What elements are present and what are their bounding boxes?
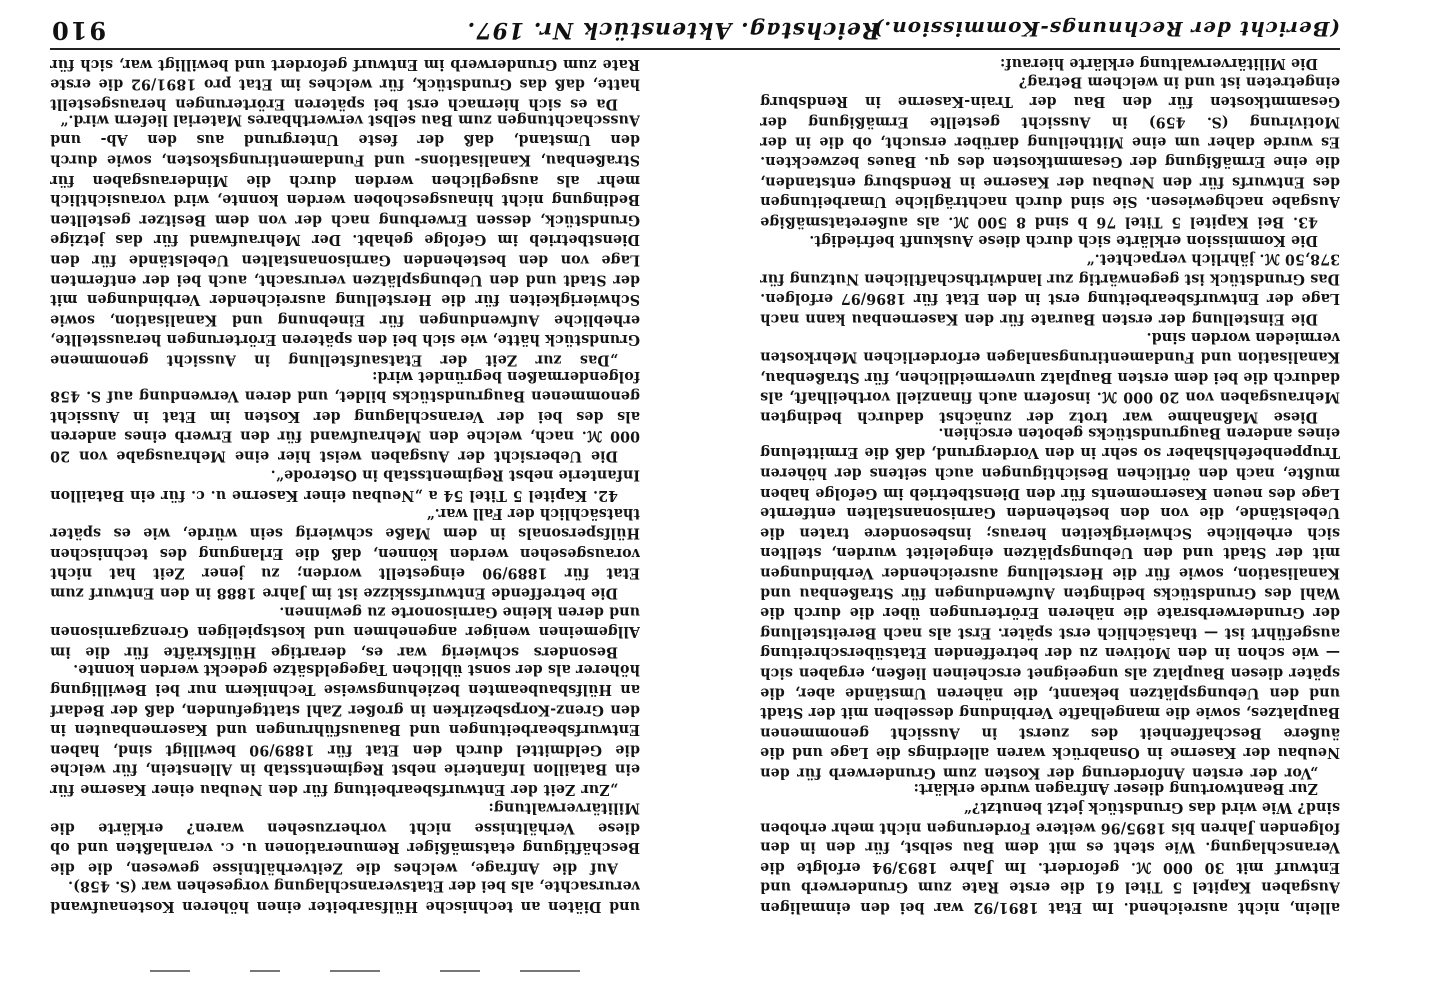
paragraph: „Vor der ersten Anforderung der Kosten zum Grunderwerb für den Neubau der Kaserne in Osnabrück waren allerdings die Lage und die äußere Beschaffenheit des zuerst in Aussicht genommenen Bauplatzes, sowie die mangelhafte Verbindung desselben mit der Stadt und den Uebungsplätzen bekannt, die näheren Umstände aber, die später diesen Bauplatz als ungeeignet erscheinen ließen, ergaben sich — wie schon in den Motiven zu der betreffenden Etatsüberschreitung ausgeführt ist — thatsächlich erst später. Erst als nach Bereitstellung der Grunderwerbsrate die näheren Erörterungen über die durch die Wahl des Grundstücks bedingten Aufwendungen für Straßenbau und Kanalisation, sowie für die Herstellung ausreichender Verbindungen mit der Stadt und den Uebungsplätzen eingeleitet wurden, stellten sich erhebliche Schwierigkeiten heraus; insbesondere traten die Uebelstände, die von den bestehenden Garnisonanstalten entfernte Lage des neuen Kasernements für den Dienstbetrieb im Gefolge haben mußte, nach den örtlichen Besichtigungen auch seitens der höheren Truppenbefehlshaber so sehr in den Vordergrund, daß die Ermittelung eines anderen Baugrundstücks geboten erschien.: [760, 424, 1340, 781]
digitization-strip: [1402, 0, 1432, 1000]
paragraph: Auf die Anfrage, welches die Zeitverhältnisse gewesen, die die Beschäftigung etatsmäßiger Remunerationen u. c. veranlaßten und ob diese Verhältnisse nicht vorherzusehen waren? erklärte die Militärverwaltung:: [50, 799, 640, 876]
header-rule: [50, 48, 1340, 50]
paragraph: Die Einstellung der ersten Baurate für den Kasernenbau kann nach Lage der Entwurfsbearbeitung erst in den Etat für 1896/97 erfolgen. Das Grundstück ist gegenwärtig zur landwirthschaftlichen Nutzung für 378,50 ℳ. jährlich verpachtet.“: [760, 250, 1340, 327]
paragraph: 43. Bei Kapitel 5 Titel 76 b sind 8 500 ℳ. als außeretatsmäßige Ausgabe nachgewiesen. Sie sind durch nachträgliche Umarbeitungen des Entwurfs für den Neubau der Kaserne in Rendsburg entstanden, die eine Ermäßigung der Gesammtkosten des qu. Baues bezweckten. Es wurde daher um eine Mittheilung darüber ersucht, ob die in der Motivirung (S. 459) in Aussicht gestellte Ermäßigung der Gesammtkosten für den Bau der Train-Kaserne in Rendsburg eingetreten ist und in welchem Betrag?: [760, 73, 1340, 230]
scan-mark: [330, 970, 380, 972]
page-header: [50, 5, 1340, 45]
scan-mark: [150, 970, 190, 972]
text-column-second: [760, 55, 1340, 915]
paragraph: allein, nicht ausreichend. Im Etat 1891/92 war bei den einmaligen Ausgaben Kapitel 5 Titel 61 die erste Rate zum Grunderwerb und Entwurf mit 30 000 ℳ. gefordert. Im Jahre 1893/94 erfolgte die Veranschlagung. Wie steht es mit dem Bau selbst, für den in den folgenden Jahren bis 1895/96 weitere Forderungen nicht mehr erhoben sind? Wie wird das Grundstück jetzt benutzt?“: [760, 798, 1340, 915]
paragraph: Zur Beantwortung dieser Anfragen wurde erklärt:: [913, 780, 1318, 797]
paragraph: „Das zur Zeit der Etatsaufstellung in Aussicht genommene Grundstück hätte, wie sich bei den späteren Erörterungen herausstellte, erhebliche Aufwendungen für Einebnung und Kanalisation, sowie Schwierigkeiten für die Herstellung ausreichender Verbindungen mit der Stadt und den Uebungsplätzen verursacht, auch bei der entfernten Lage von den bestehenden Garnisonanstalten Uebelstände für den Dienstbetrieb im Gefolge gehabt. Der Mehraufwand für das jetzige Grundstück, dessen Erwerbung nach der von dem Besitzer gestellten Bedingung nicht hinausgeschoben werden konnte, wird vorausichtlich mehr als ausgeglichen werden durch die Minderausgaben für Straßenbau, Kanalisations- und Fundamentirungskosten, sowie durch den Umstand, daß der feste Untergrund aus den Ab- und Ausschachtungen zum Bau selbst verwerthbares Material liefern wird.“: [50, 111, 640, 368]
paragraph: Besonders schwierig war es, derartige Hülfskräfte für die im Allgemeinen weniger angenehmen und kostspieligen Grenzgarnisonen und deren kleine Garnisonorte zu gewinnen.: [50, 603, 640, 660]
scan-mark: [520, 970, 580, 972]
header-running-title: Reichstag. Aktenstück Nr. 197.: [466, 17, 880, 43]
scan-mark: [250, 970, 280, 972]
scan-mark: [440, 970, 480, 972]
paragraph: und Diäten an technische Hülfsarbeiter einen höheren Kostenaufwand verursachte, als bei der Etatsveranschlagung vorgesehen war (S. 458).: [50, 878, 640, 915]
text-column-first: [50, 55, 640, 915]
header-section-title: (Bericht der Rechnungs-Kommission.): [872, 17, 1340, 41]
paragraph: 42. Kapitel 5 Titel 54 a „Neubau einer Kaserne u. c. für ein Bataillon Infanterie nebst Regimentsstab in Osterode“.: [50, 466, 640, 503]
paragraph: Da es sich hiernach erst bei späteren Erörterungen herausgestellt hatte, daß das Grundstück, für welches im Etat pro 1891/92 die erste Rate zum Grunderwerb im Entwurf gefordert und bewilligt war, sich für: [50, 55, 640, 112]
paragraph: Die Uebersicht der Ausgaben weist hier eine Mehrausgabe von 20 000 ℳ. nach, welche den Mehraufwand für den Erwerb eines anderen als des bei der Veranschlagung der Kosten im Etat in Aussicht genommenen Baugrundstücks bildet, und deren Verwendung auf S. 458 folgendermaßen begründet wird:: [50, 368, 640, 465]
paragraph: Die betreffende Entwurfsskizze ist im Jahre 1888 in den Entwurf zum Etat für 1889/90 eingestellt worden; zu jener Zeit hat nicht vorausgesehen werden können, daß die Erlangung des technischen Hülfspersonals in dem Maße schwierig sein würde, wie es später thatsächlich der Fall war.“: [50, 505, 640, 602]
paragraph: „Zur Zeit der Entwurfsbearbeitung für den Neubau einer Kaserne für ein Bataillon Infanterie nebst Regimentsstab in Allenstein, für welche die Geldmittel durch den Etat für 1889/90 bewilligt sind, haben Entwurfsbearbeitungen und Bauausführungen und Kasernenbauten in den Grenz-Korpsbezirken in großer Zahl stattgefunden, daß der Bedarf an Hülfsbaubeamten beziehungsweise Technikern nur bei Bewilligung höherer als der sonst üblichen Tagegeldsätze gedeckt werden konnte.: [50, 661, 640, 798]
paragraph: Die Kommission erklärte sich durch diese Auskunft befriedigt.: [809, 231, 1318, 248]
page-number: 910: [50, 16, 107, 45]
scan-edge-marks: [50, 960, 1340, 980]
paragraph: Die Militärverwaltung erklärte hierauf:: [999, 55, 1318, 72]
paragraph: Diese Maßnahme war trotz der zunächst dadurch bedingten Mehrausgaben von 20 000 ℳ. insofern auch finanziell vortheilhaft, als dadurch die bei dem ersten Bauplatz unvermeidlichen, für Straßenbau, Kanalisation und Fundamentirungsanlagen erforderlichen Mehrkosten vermieden worden sind.: [760, 328, 1340, 426]
